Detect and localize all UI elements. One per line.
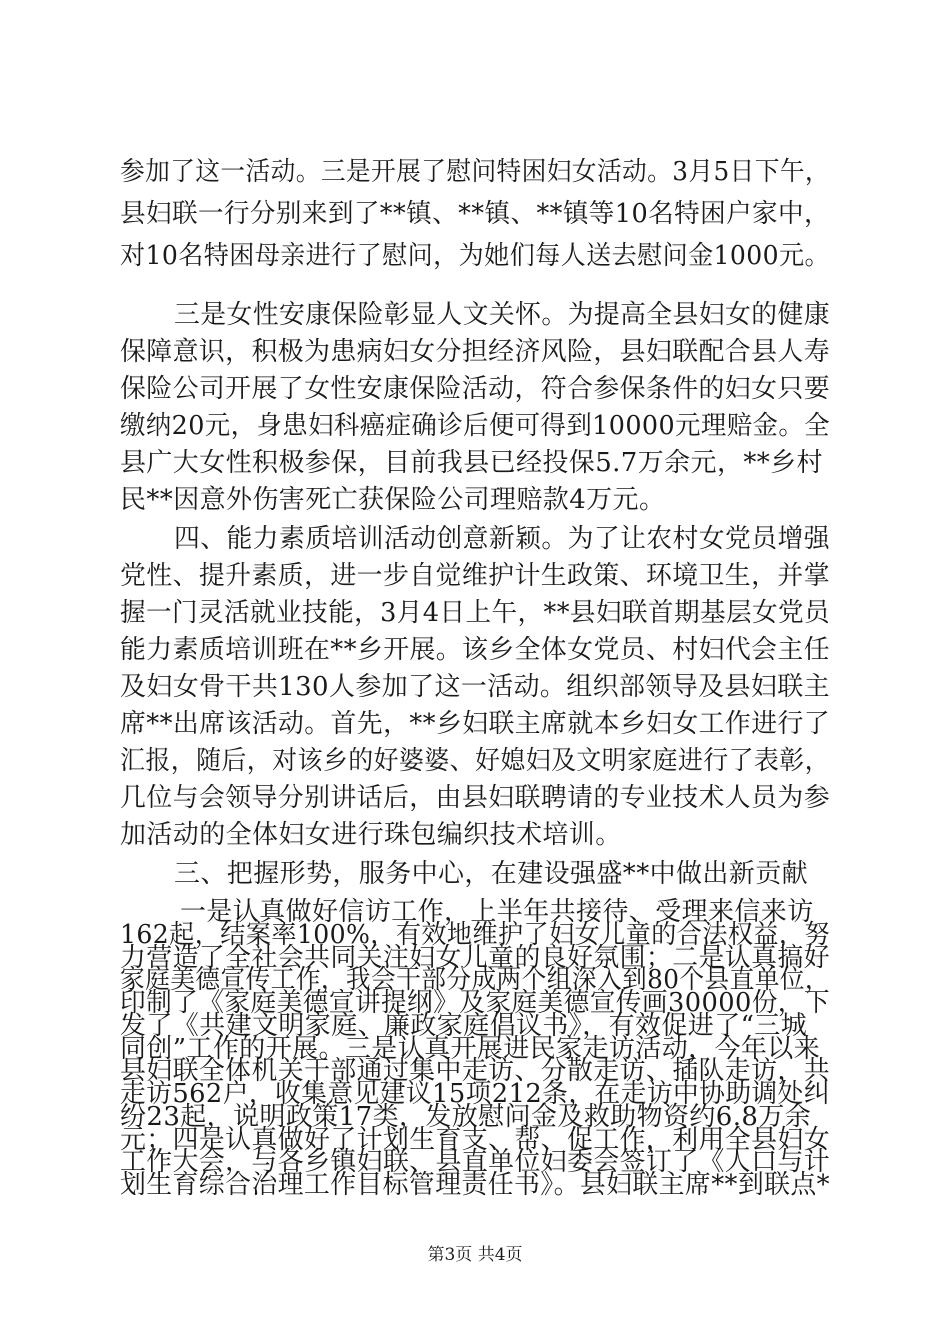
text-line: 党性、提升素质，进一步自觉维护计生政策、环境卫生，并掌 bbox=[120, 561, 830, 591]
text-line: 几位与会领导分别讲话后，由县妇联聘请的专业技术人员为参 bbox=[120, 783, 830, 813]
text-line: 加活动的全体妇女进行珠包编织技术培训。 bbox=[120, 820, 622, 850]
text-line: 四、能力素质培训活动创意新颖。为了让农村女党员增强 bbox=[174, 524, 830, 554]
text-line: 划生育综合治理工作目标管理责任书》。县妇联主席**到联点* bbox=[120, 1170, 830, 1200]
text-line: 县广大女性积极参保，目前我县已经投保5.7万余元，**乡村 bbox=[120, 448, 823, 478]
text-line: 保障意识，积极为患病妇女分担经济风险，县妇联配合县人寿 bbox=[120, 337, 830, 367]
text-line: 元；四是认真做好了计划生育支、帮、促工作，利用全县妇女 bbox=[120, 1125, 830, 1155]
text-line: 及妇女骨干共130人参加了这一活动。组织部领导及县妇联主 bbox=[120, 672, 830, 702]
text-line: 纷23起，说明政策17类，发放慰问金及救助物资约6.8万余 bbox=[120, 1102, 812, 1132]
text-line: 缴纳20元，身患妇科癌症确诊后便可得到10000元理赔金。全 bbox=[120, 411, 830, 441]
text-line: 工作大会，与各乡镇妇联、县直单位妇委会签订了《人口与计 bbox=[120, 1147, 830, 1177]
text-line: 汇报，随后，对该乡的好婆婆、好媳妇及文明家庭进行了表彰， bbox=[120, 746, 830, 776]
section-heading: 三、把握形势，服务中心，在建设强盛**中做出新贡献 bbox=[174, 859, 809, 889]
text-line: 握一门灵活就业技能，3月4日上午，**县妇联首期基层女党员 bbox=[120, 598, 830, 628]
text-line: 一是认真做好信访工作，上半年共接待、受理来信来访 bbox=[180, 897, 814, 927]
text-line: 能力素质培训班在**乡开展。该乡全体女党员、村妇代会主任 bbox=[120, 635, 830, 665]
text-line: 民**因意外伤害死亡获保险公司理赔款4万元。 bbox=[120, 485, 666, 515]
text-line: 力营造了全社会共同关注妇女儿童的良好氛围；二是认真搞好 bbox=[120, 943, 830, 973]
text-line: 家庭美德宣传工作，我会干部分成两个组深入到80个县直单位， bbox=[120, 965, 830, 995]
text-line: 席**出席该活动。首先，**乡妇联主席就本乡妇女工作进行了 bbox=[120, 709, 830, 739]
text-line: 印制了《家庭美德宣讲提纲》及家庭美德宣传画30000份，下 bbox=[120, 988, 830, 1018]
text-line: 保险公司开展了女性安康保险活动，符合参保条件的妇女只要 bbox=[120, 374, 830, 404]
text-line: 县妇联一行分别来到了**镇、**镇、**镇等10名特困户家中， bbox=[120, 199, 830, 229]
text-line: 县妇联全体机关干部通过集中走访、分散走访、插队走访，共 bbox=[120, 1056, 830, 1086]
page-number-footer: 第3页 共4页 bbox=[427, 1245, 523, 1265]
text-line: 三是女性安康保险彰显人文关怀。为提高全县妇女的健康 bbox=[174, 300, 830, 330]
text-line: 同创”工作的开展。三是认真开展进民家走访活动，今年以来 bbox=[120, 1034, 821, 1064]
text-line: 162起，结案率100%，有效地维护了妇女儿童的合法权益，努 bbox=[120, 920, 830, 950]
text-line: 走访562户，收集意见建议15项212条，在走访中协助调处纠 bbox=[120, 1079, 830, 1109]
text-line: 参加了这一活动。三是开展了慰问特困妇女活动。3月5日下午， bbox=[120, 157, 830, 187]
text-line: 对10名特困母亲进行了慰问，为她们每人送去慰问金1000元。 bbox=[120, 241, 830, 271]
text-line: 发了《共建文明家庭、廉政家庭倡议书》，有效促进了“三城 bbox=[120, 1011, 808, 1041]
